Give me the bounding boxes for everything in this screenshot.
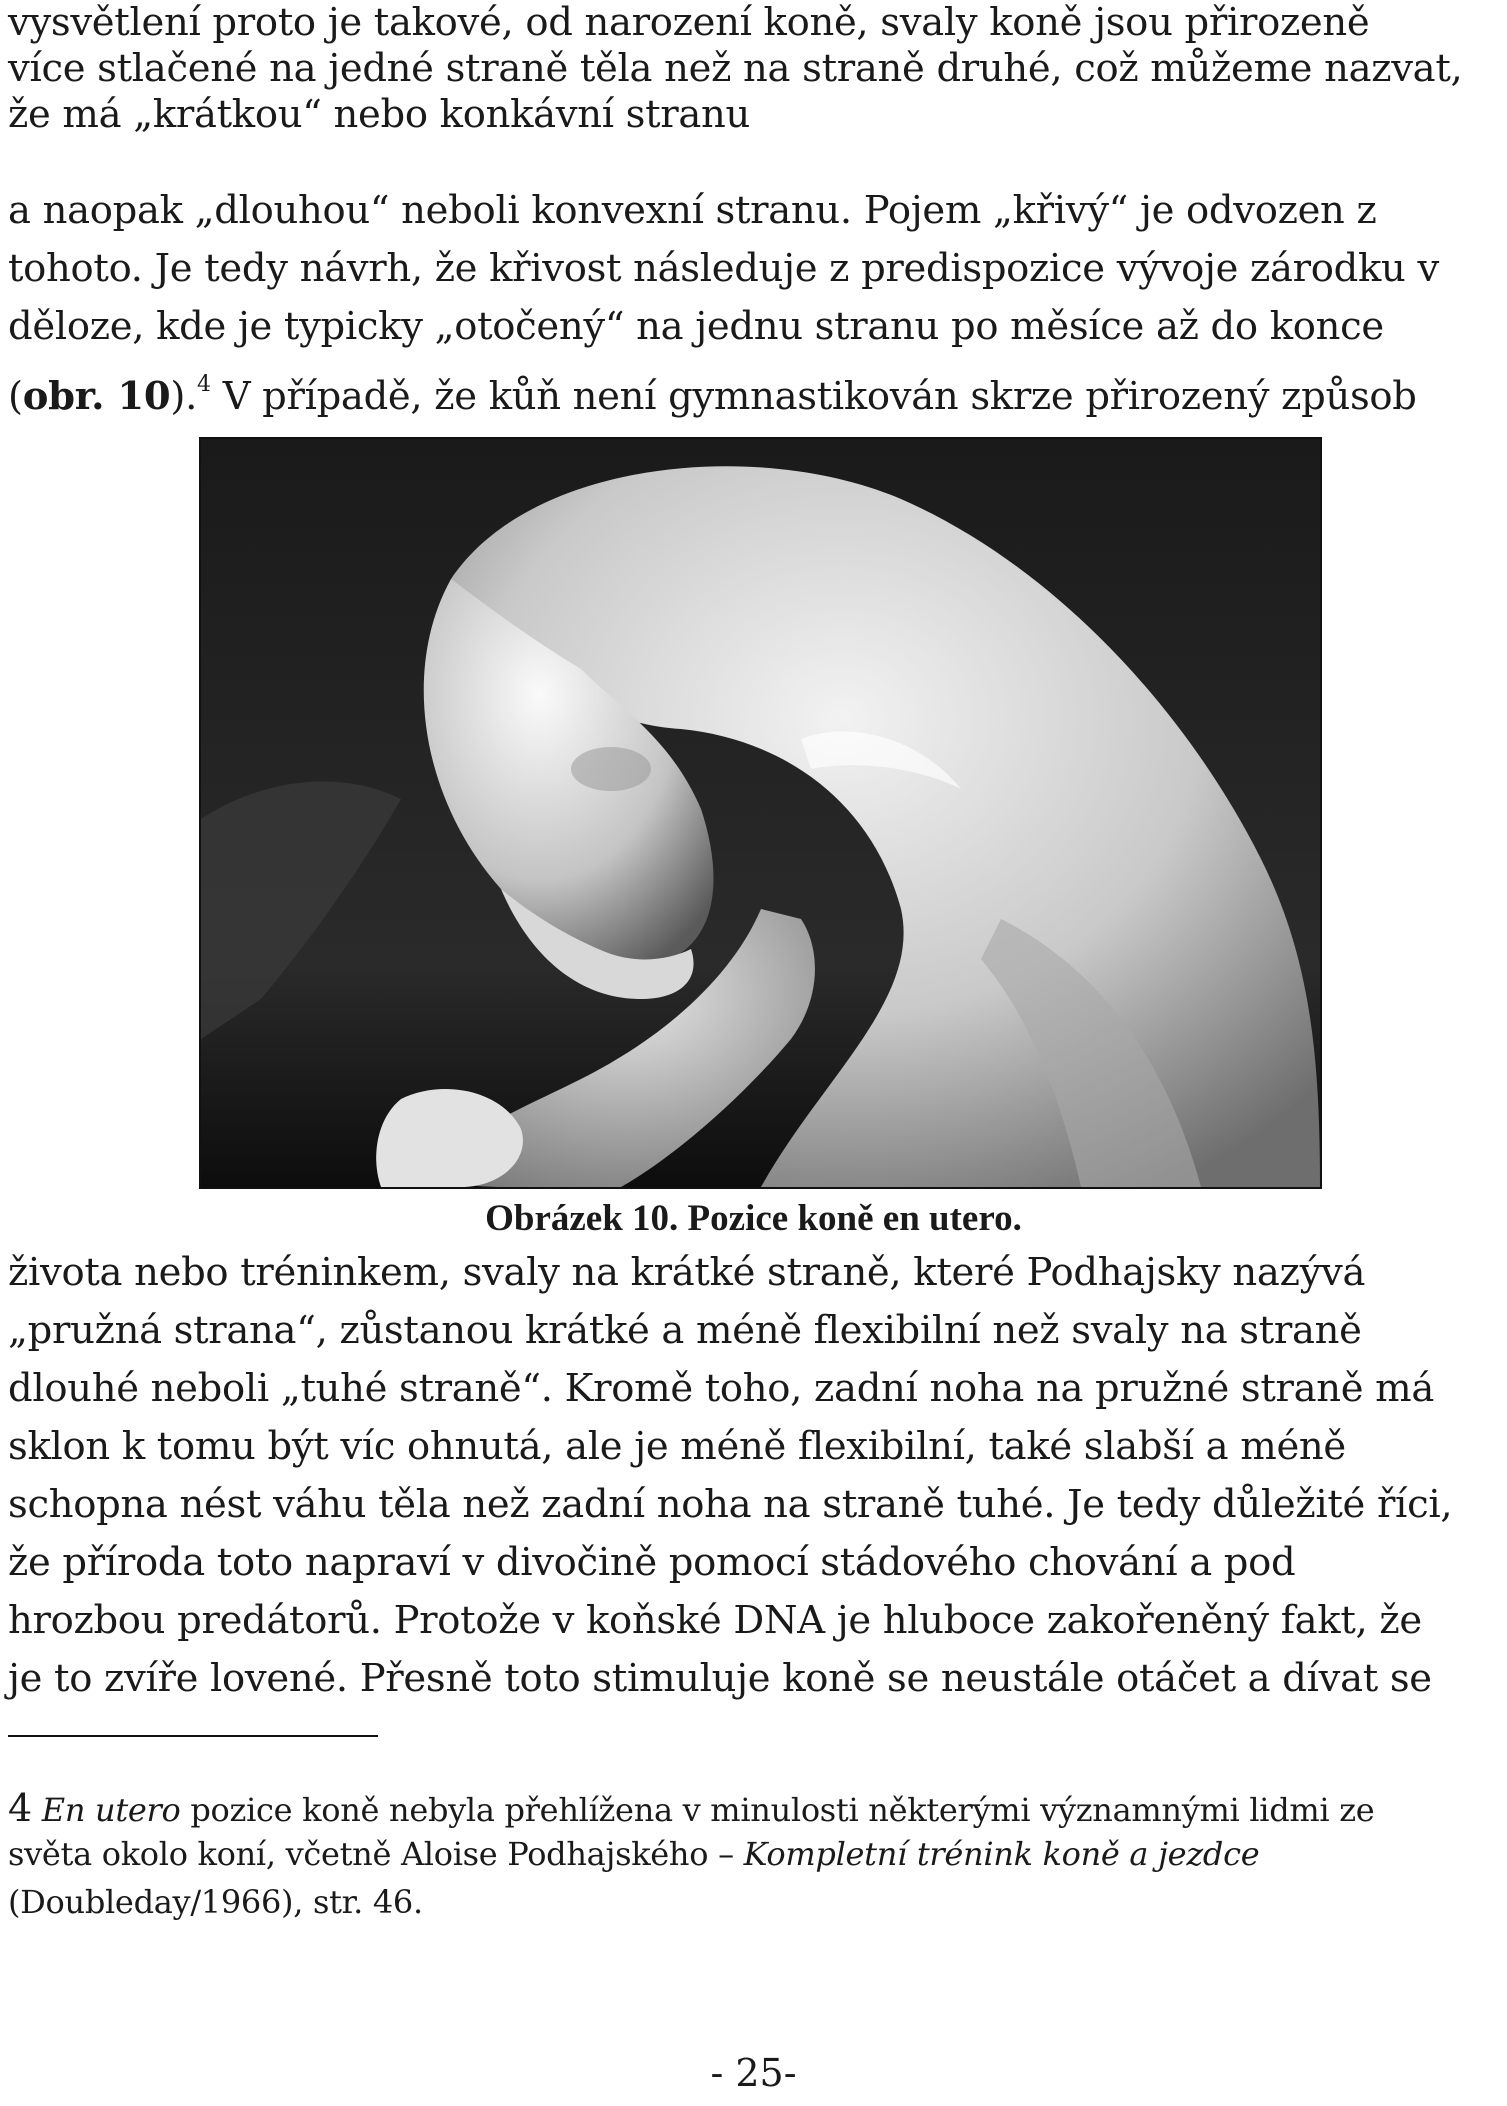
- text-line: sklon k tomu být víc ohnutá, ale je méně flexibilní, také slabší a méně: [8, 1424, 1346, 1469]
- figure-reference: obr. 10: [22, 374, 171, 419]
- text-line: že příroda toto napraví v divočině pomocí stádového chování a pod: [8, 1540, 1296, 1585]
- figure-caption: Obrázek 10. Pozice koně en utero.: [485, 1198, 1022, 1239]
- text-line: tohoto. Je tedy návrh, že křivost následuje z predispozice vývoje zárodku v: [8, 246, 1439, 291]
- footnote-text: pozice koně nebyla přehlížena v minulosti některými významnými lidmi ze: [180, 1791, 1375, 1829]
- page-number: - 25-: [710, 2051, 797, 2095]
- text-line: „pružná strana“, zůstanou krátké a méně flexibilní než svaly na straně: [8, 1308, 1362, 1353]
- text-line: života nebo tréninkem, svaly na krátké straně, které Podhajsky nazývá: [8, 1250, 1366, 1295]
- footnote-line: (Doubleday/1966), str. 46.: [8, 1883, 423, 1921]
- footnote-line: [8, 1832, 1259, 1876]
- footnote-separator: [8, 1735, 378, 1737]
- text-line: je to zvíře lovené. Přesně toto stimuluje koně se neustále otáčet a dívat se: [8, 1656, 1432, 1701]
- footnote-line: [8, 1786, 1374, 1832]
- text-line: dlouhé neboli „tuhé straně“. Kromě toho, zadní noha na pružné straně má: [8, 1366, 1435, 1411]
- figure-image: [199, 437, 1322, 1189]
- paren-open: (: [8, 374, 23, 419]
- footnote-book-title: Kompletní trénink koně a jezdce: [743, 1835, 1260, 1873]
- text-line: vysvětlení proto je takové, od narození koně, svaly koně jsou přirozeně: [8, 0, 1370, 45]
- text-line: že má „krátkou“ nebo konkávní stranu: [8, 92, 751, 137]
- footnote-marker: 4: [197, 372, 211, 397]
- footnote-text: světa okolo koní, včetně Aloise Podhajského –: [8, 1835, 744, 1873]
- embryo-photo: [201, 439, 1320, 1187]
- text-line: hrozbou predátorů. Protože v koňské DNA je hluboce zakořeněný fakt, že: [8, 1598, 1422, 1643]
- text-line: děloze, kde je typicky „otočený“ na jednu stranu po měsíce až do konce: [8, 304, 1384, 349]
- text-line: více stlačené na jedné straně těla než na straně druhé, což můžeme nazvat,: [8, 46, 1463, 91]
- text-line: schopna nést váhu těla než zadní noha na straně tuhé. Je tedy důležité říci,: [8, 1482, 1453, 1527]
- text-line-rest: V případě, že kůň není gymnastikován skrze přirozený způsob: [210, 374, 1417, 419]
- text-line: a naopak „dlouhou“ neboli konvexní stranu. Pojem „křivý“ je odvozen z: [8, 188, 1377, 233]
- text-line-with-footnote: [8, 362, 1417, 420]
- footnote-italic: En utero: [41, 1791, 181, 1829]
- paren-close: ).: [170, 374, 198, 419]
- footnote-number: 4: [8, 1786, 32, 1830]
